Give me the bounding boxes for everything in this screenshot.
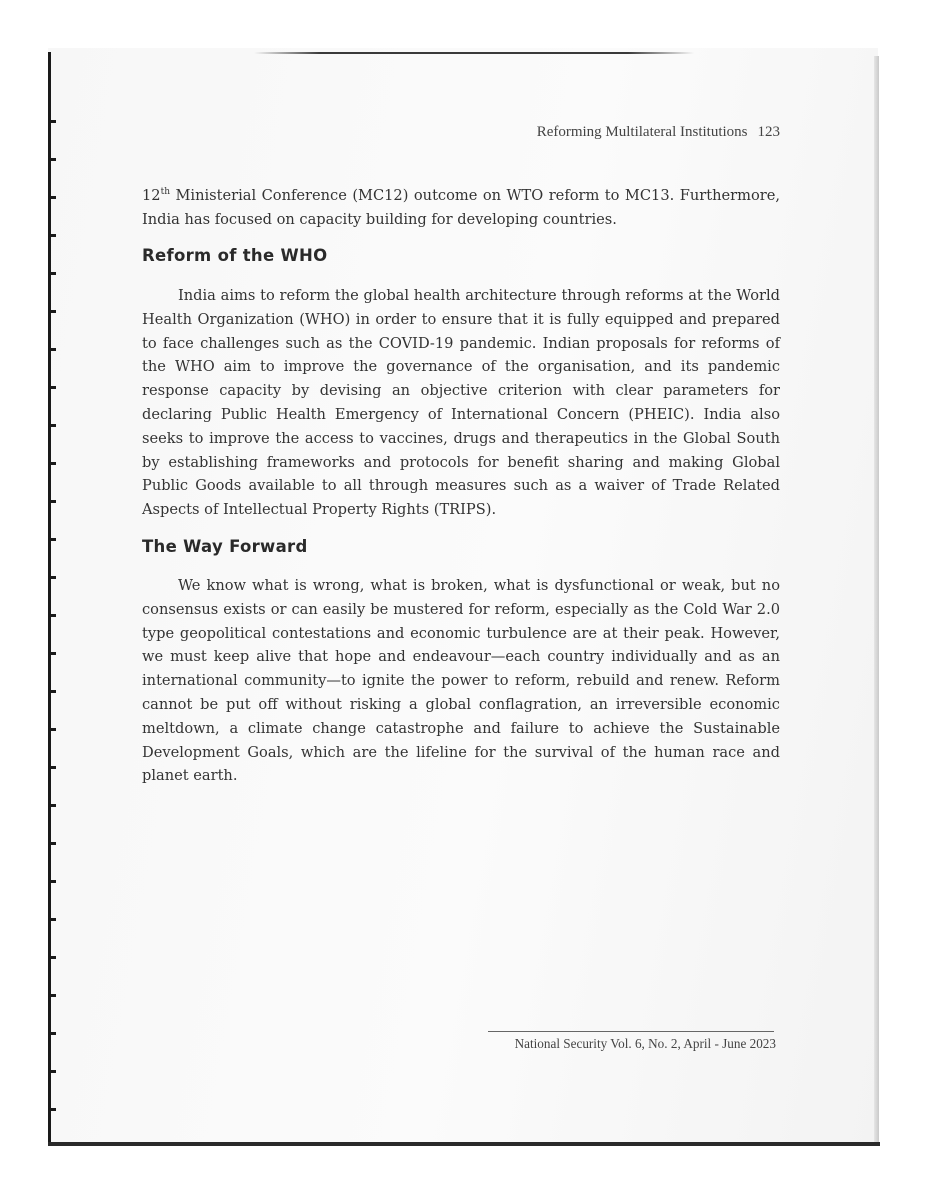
binding-mark	[50, 652, 56, 655]
binding-mark	[50, 1108, 56, 1111]
intro-text: Ministerial Conference (MC12) outcome on WTO reform to MC13. Furthermore, India has focused on capacity building for developing countries.	[142, 187, 780, 228]
binding-mark	[50, 120, 56, 123]
binding-mark	[50, 918, 56, 921]
way-forward-paragraph	[142, 574, 780, 788]
section-heading-who-reform: Reform of the WHO	[142, 246, 328, 265]
ordinal-number: 12	[142, 187, 161, 204]
binding-mark	[50, 310, 56, 313]
footer-citation: National Security Vol. 6, No. 2, April - June 2023	[514, 1036, 776, 1051]
binding-mark	[50, 424, 56, 427]
top-rule	[254, 52, 694, 54]
page-right-edge-shadow	[874, 56, 879, 1146]
binding-mark	[50, 196, 56, 199]
section-heading-way-forward: The Way Forward	[142, 537, 308, 556]
binding-mark	[50, 1032, 56, 1035]
page-left-edge	[48, 52, 51, 1144]
binding-mark	[50, 994, 56, 997]
page-number: 123	[757, 124, 780, 140]
binding-mark	[50, 234, 56, 237]
intro-paragraph	[142, 184, 780, 232]
binding-mark	[50, 348, 56, 351]
binding-mark	[50, 766, 56, 769]
binding-mark	[50, 462, 56, 465]
binding-mark	[50, 880, 56, 883]
binding-mark	[50, 538, 56, 541]
binding-mark	[50, 728, 56, 731]
binding-mark	[50, 272, 56, 275]
binding-mark	[50, 386, 56, 389]
binding-mark	[50, 614, 56, 617]
binding-mark	[50, 1070, 56, 1073]
binding-mark	[50, 804, 56, 807]
footer-rule	[488, 1031, 774, 1032]
binding-mark	[50, 842, 56, 845]
binding-mark	[50, 576, 56, 579]
running-header	[440, 124, 780, 141]
page-bottom-edge	[48, 1142, 880, 1146]
who-reform-paragraph	[142, 284, 780, 522]
binding-mark	[50, 690, 56, 693]
running-title: Reforming Multilateral Institutions	[536, 124, 748, 140]
binding-mark	[50, 956, 56, 959]
ordinal-suffix: th	[160, 187, 170, 197]
binding-mark	[50, 500, 56, 503]
binding-mark	[50, 158, 56, 161]
who-reform-text: India aims to reform the global health architecture through reforms at the World Health Organization (WHO) in order to ensure that it is fully equipped and prepared to face challenges such as the COVID-19 pandemic. Indian proposals for reforms of the WHO aim to improve the governance of the organisation, and its pandemic response capacity by devising an objective criterion with clear parameters for declaring Public Health Emergency of International Concern (PHEIC). India also seeks to improve the access to vaccines, drugs and therapeutics in the Global South by establishing frameworks and protocols for benefit sharing and making Global Public Goods available to all through measures such as a waiver of Trade Related Aspects of Intellectual Property Rights (TRIPS).	[142, 287, 780, 519]
way-forward-text: We know what is wrong, what is broken, what is dysfunctional or weak, but no consensus exists or can easily be mustered for reform, especially as the Cold War 2.0 type geopolitical contestations and economic turbulence are at their peak. However, we must keep alive that hope and endeavour—each country individually and as an international community—to ignite the power to reform, rebuild and renew. Reform cannot be put off without risking a global conflagration, an irreversible economic meltdown, a climate change catastrophe and failure to achieve the Sustainable Development Goals, which are the lifeline for the survival of the human race and planet earth.	[142, 577, 780, 785]
